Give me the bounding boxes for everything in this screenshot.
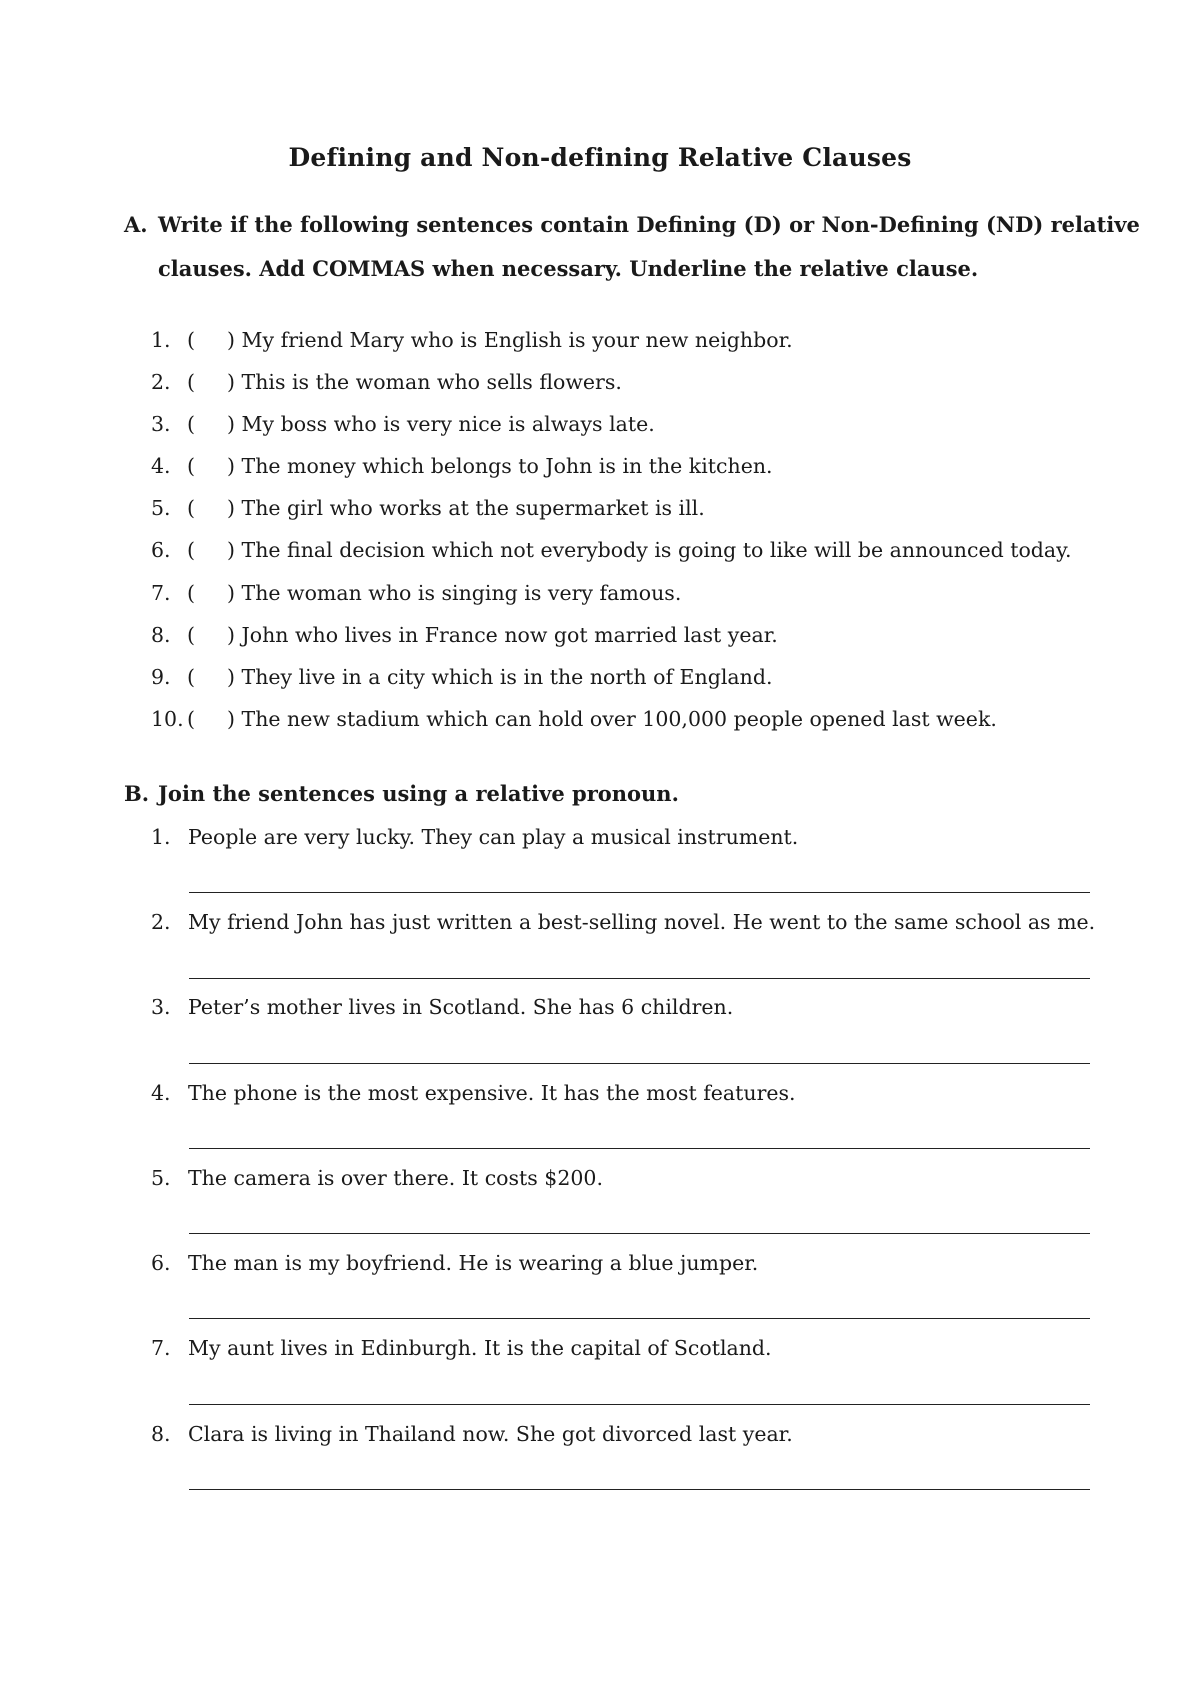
item-number: 7. — [151, 1336, 171, 1360]
section-b-item — [151, 992, 733, 1022]
item-number: 8. — [151, 1422, 171, 1446]
item-number: 2. — [151, 370, 171, 394]
answer-line[interactable] — [189, 1489, 1090, 1490]
item-sentence: Peter’s mother lives in Scotland. She has 6 children. — [188, 995, 734, 1019]
section-a-item — [151, 535, 1072, 565]
answer-line[interactable] — [189, 978, 1090, 979]
item-sentence: My friend John has just written a best-selling novel. He went to the same school as me. — [188, 910, 1096, 934]
answer-blank-open: ( — [187, 665, 195, 689]
answer-line[interactable] — [189, 1063, 1090, 1064]
item-number: 7. — [151, 581, 171, 605]
answer-blank-open: ( — [187, 370, 195, 394]
item-sentence: ) The woman who is singing is very famous. — [227, 581, 682, 605]
item-number: 9. — [151, 665, 171, 689]
item-sentence: ) The girl who works at the supermarket is ill. — [227, 496, 705, 520]
item-sentence: ) This is the woman who sells flowers. — [227, 370, 622, 394]
section-b-item — [151, 1163, 603, 1193]
item-number: 4. — [151, 1081, 171, 1105]
section-a-letter: A. — [124, 212, 148, 237]
answer-blank-open: ( — [187, 454, 195, 478]
item-number: 6. — [151, 538, 171, 562]
section-b-item — [151, 822, 798, 852]
answer-blank-open: ( — [187, 707, 195, 731]
item-number: 3. — [151, 412, 171, 436]
section-b-item — [151, 1419, 793, 1449]
item-sentence: The phone is the most expensive. It has the most features. — [188, 1081, 796, 1105]
section-a-item — [151, 325, 793, 355]
answer-blank-open: ( — [187, 538, 195, 562]
item-number: 4. — [151, 454, 171, 478]
section-b-instruction: Join the sentences using a relative pronoun. — [158, 781, 679, 806]
answer-line[interactable] — [189, 1233, 1090, 1234]
item-sentence: People are very lucky. They can play a musical instrument. — [188, 825, 799, 849]
section-b-item — [151, 907, 1095, 937]
page-title: Defining and Non-defining Relative Clauses — [288, 143, 912, 172]
item-number: 1. — [151, 825, 171, 849]
answer-line[interactable] — [189, 1318, 1090, 1319]
section-a-item — [151, 493, 705, 523]
section-a-instruction-line1: Write if the following sentences contain Defining (D) or Non-Defining (ND) relative — [158, 212, 1140, 237]
answer-blank-open: ( — [187, 623, 195, 647]
section-b-item — [151, 1248, 758, 1278]
item-sentence: ) The final decision which not everybody is going to like will be announced today. — [227, 538, 1072, 562]
answer-blank-open: ( — [187, 412, 195, 436]
section-a-item — [151, 662, 772, 692]
item-number: 10. — [151, 707, 184, 731]
item-number: 1. — [151, 328, 171, 352]
item-sentence: The man is my boyfriend. He is wearing a blue jumper. — [188, 1251, 759, 1275]
item-sentence: The camera is over there. It costs $200. — [188, 1166, 603, 1190]
answer-line[interactable] — [189, 1404, 1090, 1405]
item-sentence: ) The money which belongs to John is in the kitchen. — [227, 454, 773, 478]
item-sentence: ) The new stadium which can hold over 100,000 people opened last week. — [227, 707, 997, 731]
item-sentence: ) John who lives in France now got married last year. — [227, 623, 778, 647]
section-a-instruction-line2: clauses. Add COMMAS when necessary. Underline the relative clause. — [158, 256, 979, 281]
section-b-item — [151, 1333, 772, 1363]
section-a-item — [151, 367, 622, 397]
item-number: 3. — [151, 995, 171, 1019]
item-sentence: ) My friend Mary who is English is your new neighbor. — [227, 328, 793, 352]
section-a-item — [151, 620, 778, 650]
item-number: 5. — [151, 1166, 171, 1190]
item-number: 5. — [151, 496, 171, 520]
item-sentence: My aunt lives in Edinburgh. It is the capital of Scotland. — [188, 1336, 772, 1360]
item-number: 8. — [151, 623, 171, 647]
section-a-item — [151, 704, 997, 734]
answer-line[interactable] — [189, 1148, 1090, 1149]
answer-line[interactable] — [189, 892, 1090, 893]
section-a-item — [151, 409, 655, 439]
section-b-letter: B. — [124, 781, 150, 806]
item-number: 2. — [151, 910, 171, 934]
section-a-item — [151, 578, 681, 608]
section-b-item — [151, 1078, 796, 1108]
item-number: 6. — [151, 1251, 171, 1275]
answer-blank-open: ( — [187, 581, 195, 605]
item-sentence: ) My boss who is very nice is always late. — [227, 412, 655, 436]
section-a-item — [151, 451, 773, 481]
answer-blank-open: ( — [187, 328, 195, 352]
item-sentence: ) They live in a city which is in the north of England. — [227, 665, 773, 689]
item-sentence: Clara is living in Thailand now. She got divorced last year. — [188, 1422, 793, 1446]
answer-blank-open: ( — [187, 496, 195, 520]
